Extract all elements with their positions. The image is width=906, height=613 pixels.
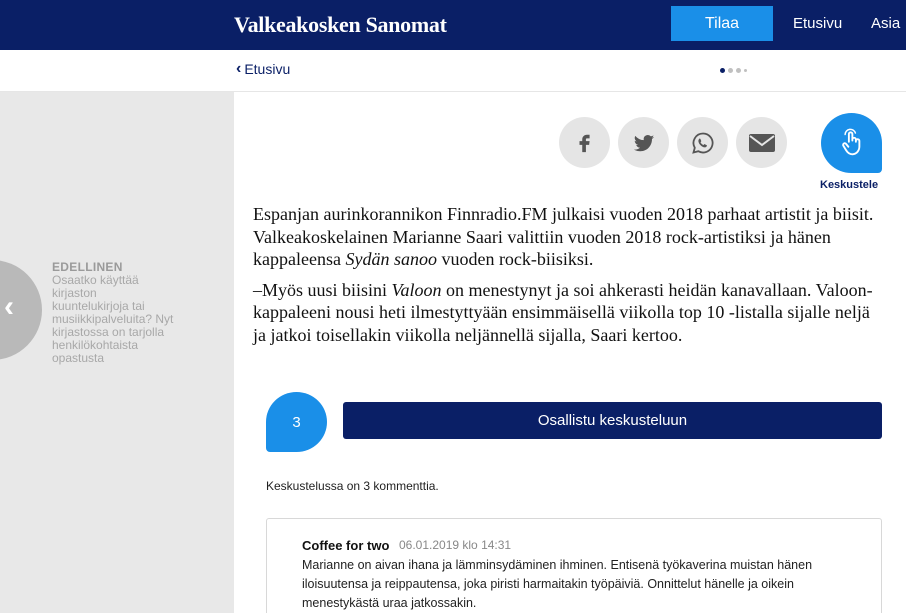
discuss-button[interactable] [821, 113, 882, 173]
page-dot [736, 68, 741, 73]
discuss-label[interactable]: Keskustele [820, 179, 879, 191]
twitter-icon [632, 132, 656, 154]
song-title: Sydän sanoo [345, 249, 437, 269]
back-link[interactable] [236, 61, 290, 77]
page-indicator [720, 68, 747, 73]
comment-card [266, 518, 882, 613]
hand-pointer-icon [837, 128, 867, 158]
chevron-left-icon: ‹ [236, 60, 242, 77]
article-paragraph [253, 203, 883, 271]
article-body [253, 203, 883, 354]
chevron-left-icon: ‹ [4, 290, 14, 323]
site-logo[interactable]: Valkeakosken Sanomat [234, 12, 447, 37]
sub-bar [0, 50, 906, 92]
paragraph-text: –Myös uusi biisini [253, 279, 392, 300]
back-link-label: Etusivu [244, 61, 291, 77]
page-dot [720, 68, 725, 73]
whatsapp-icon [691, 131, 715, 155]
paragraph-text: Espanjan aurinkorannikon Finnradio.FM julkaisi vuoden 2018 parhaat artistit ja biisit. Valkeakoskelainen Marianne Saari valittiin vuoden 2018 rock-artistiksi ja hänen kappaleensa [253, 204, 874, 269]
comment-author: Coffee for two [302, 538, 390, 553]
comment-count-text: Keskustelussa on 3 kommenttia. [266, 479, 439, 493]
comment-date: 06.01.2019 klo 14:31 [399, 538, 512, 552]
previous-article-title[interactable]: Osaatko käyttää kirjaston kuuntelukirjoja tai musiikkipalveluita? Nyt kirjastossa on tarjolla henkilökohtaista opastusta [52, 273, 174, 365]
nav-link-asia[interactable]: Asia [871, 15, 901, 32]
page-dot [744, 69, 747, 72]
paragraph-text: vuoden rock-biisiksi. [436, 249, 594, 269]
paragraph-text: on menestynyt ja soi ahkerasti heidän kanavallaan. Valoon-kappaleeni nousi heti ilmestyttyään ensimmäisellä viikolla top 10 -listalla sijalle neljä ja jatkoi toisellakin viikolla neljännellä sijalla, Saari kertoo. [253, 279, 873, 345]
subscribe-button[interactable]: Tilaa [671, 6, 773, 41]
facebook-icon [574, 132, 596, 154]
nav-link-etusivu[interactable]: Etusivu [793, 15, 843, 32]
comment-body: Marianne on aivan ihana ja lämminsydäminen ihminen. Entisenä työkaverina muistan hänen iloisuutensa ja reippautensa, joka piristi harmaitakin työpäiviä. Onnittelut hänelle ja oikein menestykästä uraa jatkossakin. [302, 558, 813, 610]
email-icon [748, 132, 776, 154]
top-bar [0, 0, 906, 50]
share-whatsapp-button[interactable] [677, 117, 728, 168]
share-facebook-button[interactable] [559, 117, 610, 168]
article-paragraph [253, 279, 883, 347]
join-discussion-button[interactable]: Osallistu keskusteluun [343, 402, 882, 439]
share-twitter-button[interactable] [618, 117, 669, 168]
song-title: Valoon [391, 279, 442, 300]
share-email-button[interactable] [736, 117, 787, 168]
previous-article-panel [0, 92, 234, 613]
comment-count-badge[interactable]: 3 [266, 392, 327, 452]
page-dot [728, 68, 733, 73]
previous-label: EDELLINEN [52, 260, 123, 274]
